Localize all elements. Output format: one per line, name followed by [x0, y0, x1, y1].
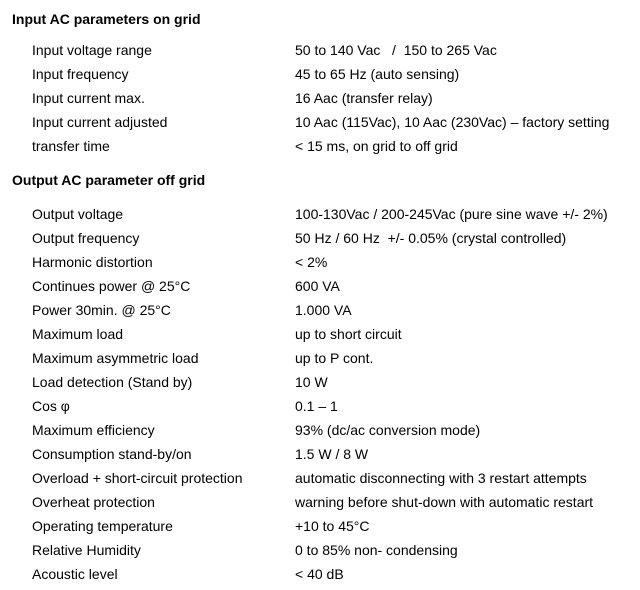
- spec-value: 50 to 140 Vac / 150 to 265 Vac: [295, 42, 497, 58]
- spec-label: transfer time: [32, 138, 110, 154]
- section-title-input-ac: Input AC parameters on grid: [12, 11, 201, 27]
- spec-value: 16 Aac (transfer relay): [295, 90, 433, 106]
- spec-value: < 40 dB: [295, 566, 344, 582]
- input-ac-spec-table: [0, 41, 640, 161]
- spec-value: 0 to 85% non- condensing: [295, 542, 458, 558]
- spec-value: 10 W: [295, 374, 328, 390]
- spec-label: Acoustic level: [32, 566, 118, 582]
- spec-value: automatic disconnecting with 3 restart attempts: [295, 470, 587, 486]
- spec-value: 1.5 W / 8 W: [295, 446, 369, 462]
- spec-value: 100-130Vac / 200-245Vac (pure sine wave +/- 2%): [295, 206, 608, 222]
- spec-row: [0, 445, 640, 469]
- spec-row: [0, 493, 640, 517]
- spec-row: [0, 65, 640, 89]
- spec-value: 93% (dc/ac conversion mode): [295, 422, 481, 438]
- spec-value: < 15 ms, on grid to off grid: [295, 138, 458, 154]
- spec-label: Overheat protection: [32, 494, 155, 510]
- spec-value: +10 to 45°C: [295, 518, 370, 534]
- spec-row: [0, 137, 640, 161]
- spec-value: up to P cont.: [295, 350, 374, 366]
- spec-value: 45 to 65 Hz (auto sensing): [295, 66, 460, 82]
- spec-label: Output frequency: [32, 230, 140, 246]
- spec-row: [0, 301, 640, 325]
- spec-label: Maximum efficiency: [32, 422, 155, 438]
- spec-label: Overload + short-circuit protection: [32, 470, 243, 486]
- section-title-output-ac: Output AC parameter off grid: [12, 172, 206, 188]
- spec-label: Input current max.: [32, 90, 145, 106]
- spec-label: Maximum load: [32, 326, 124, 342]
- spec-value: 0.1 – 1: [295, 398, 338, 414]
- spec-row: [0, 113, 640, 137]
- spec-row: [0, 397, 640, 421]
- spec-row: [0, 253, 640, 277]
- spec-label: Input current adjusted: [32, 114, 168, 130]
- spec-label: Load detection (Stand by): [32, 374, 193, 390]
- spec-value: warning before shut-down with automatic restart: [295, 494, 594, 510]
- spec-row: [0, 89, 640, 113]
- spec-row: [0, 469, 640, 493]
- spec-value: 50 Hz / 60 Hz +/- 0.05% (crystal controlled): [295, 230, 567, 246]
- spec-label: Power 30min. @ 25°C: [32, 302, 171, 318]
- spec-row: [0, 277, 640, 301]
- spec-label: Harmonic distortion: [32, 254, 153, 270]
- spec-value: 600 VA: [295, 278, 340, 294]
- spec-value: 1.000 VA: [295, 302, 352, 318]
- spec-label: Continues power @ 25°C: [32, 278, 191, 294]
- spec-row: [0, 373, 640, 397]
- spec-label: Consumption stand-by/on: [32, 446, 192, 462]
- spec-row: [0, 541, 640, 565]
- spec-row: [0, 421, 640, 445]
- spec-row: [0, 325, 640, 349]
- spec-label: Maximum asymmetric load: [32, 350, 199, 366]
- spec-row: [0, 229, 640, 253]
- spec-row: [0, 565, 640, 589]
- output-ac-spec-table: [0, 205, 640, 589]
- spec-value: up to short circuit: [295, 326, 402, 342]
- spec-label: Input voltage range: [32, 42, 152, 58]
- spec-row: [0, 349, 640, 373]
- spec-value: 10 Aac (115Vac), 10 Aac (230Vac) – factory setting: [295, 114, 610, 130]
- spec-row: [0, 205, 640, 229]
- spec-label: Output voltage: [32, 206, 124, 222]
- spec-row: [0, 517, 640, 541]
- spec-label: Operating temperature: [32, 518, 173, 534]
- spec-value: < 2%: [295, 254, 328, 270]
- spec-label: Relative Humidity: [32, 542, 141, 558]
- spec-row: [0, 41, 640, 65]
- spec-label: Input frequency: [32, 66, 129, 82]
- spec-label: Cos φ: [32, 398, 70, 414]
